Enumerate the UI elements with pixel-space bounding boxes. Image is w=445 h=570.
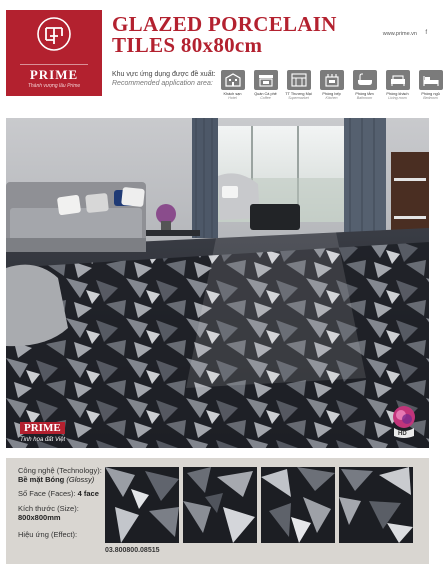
living-room-icon <box>386 70 410 90</box>
product-code: 03.800800.08515 <box>105 547 160 554</box>
brand-logo <box>6 10 102 96</box>
tile-face-4 <box>339 467 413 543</box>
hotel-icon <box>221 70 245 90</box>
product-specs-panel <box>6 458 429 564</box>
application-label-vi: Khu vực ứng dụng được đề xuất: <box>112 71 216 78</box>
app-label-en: Hotel <box>228 96 237 100</box>
app-label-en: Living room <box>388 96 407 100</box>
spec-technology-label: Công nghệ (Technology): <box>18 466 102 475</box>
supermarket-icon <box>287 70 311 90</box>
spec-size-value: 800x800mm <box>18 513 61 522</box>
scene-brand-script: Tinh hoa đất Việt <box>20 437 66 443</box>
prime-emblem-icon <box>36 16 72 52</box>
coffee-shop-icon <box>254 70 278 90</box>
scene-brand-badge <box>20 418 78 443</box>
app-item-bedroom <box>416 70 445 100</box>
spec-size-label: Kích thước (Size): <box>18 504 79 513</box>
title-line-2: TILES 80x80cm <box>112 33 263 57</box>
app-label-vi: Khách sạn <box>223 92 242 96</box>
spec-technology-value <box>18 475 102 484</box>
app-item-kitchen <box>317 70 346 100</box>
bathroom-icon <box>353 70 377 90</box>
application-icons <box>218 70 445 100</box>
spec-faces-value: 4 face <box>77 489 99 498</box>
spec-faces <box>18 489 99 498</box>
app-label-vi: TT Thương Mại <box>285 92 312 96</box>
app-label-vi: Quán Cà phê <box>254 92 277 96</box>
app-label-en: Bedroom <box>423 96 438 100</box>
app-label-en: Supermarket <box>288 96 309 100</box>
hd-label: HD <box>398 431 407 437</box>
app-item-living-room <box>383 70 412 100</box>
application-area-label <box>112 70 216 88</box>
page-title <box>112 14 362 56</box>
spec-size <box>18 504 79 522</box>
brand-tagline: Thành vượng lâu Prime <box>27 83 81 89</box>
app-item-coffee <box>251 70 280 100</box>
app-label-vi: Phòng ngủ <box>421 92 440 96</box>
app-item-supermarket <box>284 70 313 100</box>
website-link[interactable]: www.prime.vn <box>382 31 417 37</box>
scene-brand-name: PRIME <box>20 422 65 434</box>
tile-face-1 <box>105 467 179 543</box>
app-item-hotel <box>218 70 247 100</box>
room-scene-image <box>6 118 429 448</box>
bedroom-icon <box>419 70 443 90</box>
tile-face-3 <box>261 467 335 543</box>
spec-technology <box>18 466 102 484</box>
tile-face-2 <box>183 467 257 543</box>
kitchen-icon <box>320 70 344 90</box>
app-label-en: Coffee <box>260 96 271 100</box>
app-label-vi: Phòng bếp <box>322 92 341 96</box>
title-line-1: GLAZED PORCELAIN <box>112 12 337 36</box>
app-item-bathroom <box>350 70 379 100</box>
app-label-vi: Phòng khách <box>386 92 409 96</box>
spec-effect <box>18 530 77 539</box>
application-label-en: Recommended application area: <box>112 80 213 87</box>
app-label-vi: Phòng tắm <box>355 92 374 96</box>
app-label-en: Kitchen <box>325 96 338 100</box>
app-label-en: Bathroom <box>356 96 373 100</box>
logo-divider <box>20 64 88 65</box>
spec-effect-label: Hiệu ứng (Effect): <box>18 530 78 539</box>
spec-technology-en: (Glossy) <box>66 475 95 484</box>
brand-name: PRIME <box>29 67 79 82</box>
facebook-icon[interactable]: f <box>425 30 427 36</box>
spec-technology-vi: Bề mặt Bóng <box>18 475 65 484</box>
spec-faces-label: Số Face (Faces): <box>18 489 76 498</box>
tile-face-samples <box>105 467 413 543</box>
